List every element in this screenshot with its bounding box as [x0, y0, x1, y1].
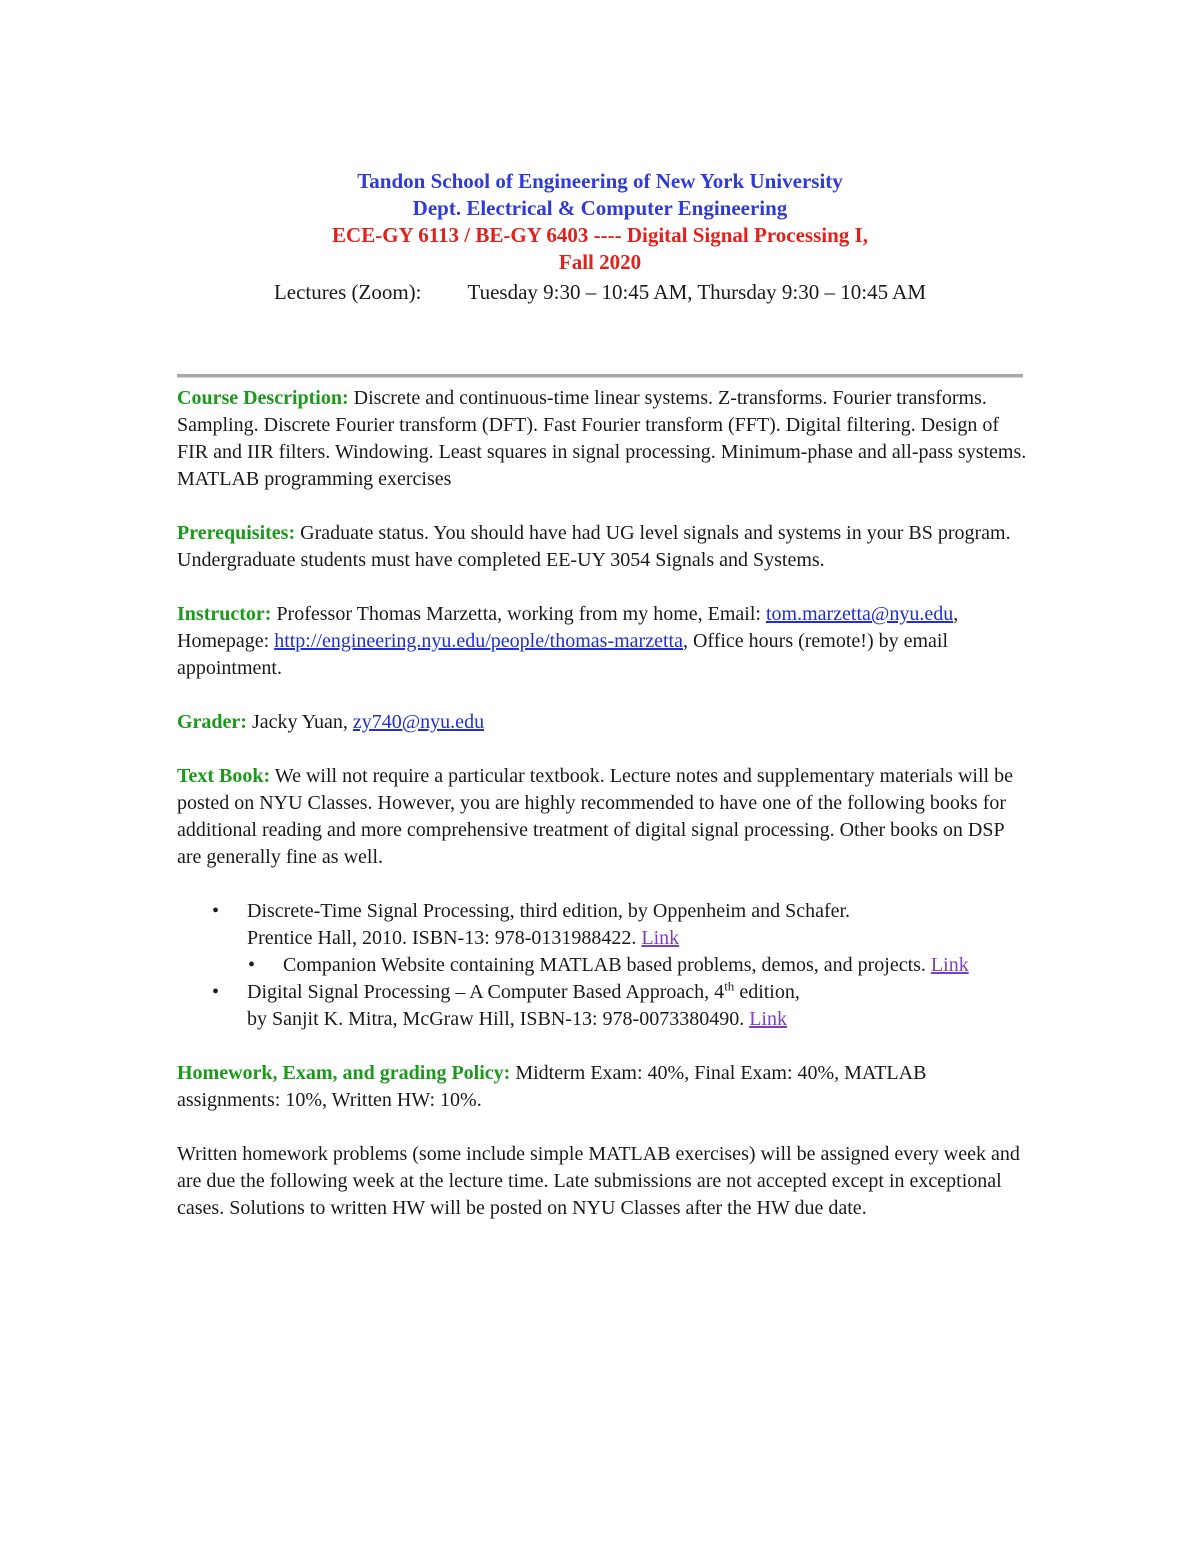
- book-1-link[interactable]: Link: [641, 927, 680, 949]
- grader-name: Jacky Yuan,: [246, 711, 353, 733]
- section-label-description: Course Description:: [177, 387, 349, 409]
- section-label-instructor: Instructor:: [177, 603, 272, 625]
- instructor-email-link[interactable]: tom.marzetta@nyu.edu: [765, 603, 954, 625]
- instructor-text: Professor Thomas Marzetta, working from my home, Email:: [271, 603, 766, 625]
- office-hours-text: , Office hours (remote!) by email appointment.: [177, 630, 949, 679]
- homepage-label: , Homepage:: [177, 603, 959, 652]
- policy-text: Midterm Exam: 40%, Final Exam: 40%, MATLAB assignments: 10%, Written HW: 10%.: [177, 1062, 927, 1111]
- lectures-times: Tuesday 9:30 – 10:45 AM, Thursday 9:30 – 10:45 AM: [467, 280, 927, 304]
- book-2-details: by Sanjit K. Mitra, McGraw Hill, ISBN-13: 978-0073380490.: [247, 1008, 750, 1030]
- section-label-prerequisites: Prerequisites:: [177, 522, 296, 544]
- homework-info: Written homework problems (some include simple MATLAB exercises) will be assigned every week and are due the following week at the lecture time. Late submissions are not accepted except in exceptional cases. Solutions to written HW will be posted on NYU Classes after the HW due date.: [177, 1143, 1020, 1219]
- section-label-policy: Homework, Exam, and grading Policy:: [177, 1062, 511, 1084]
- textbook-info: [177, 763, 1027, 871]
- book-list: [177, 898, 1027, 1033]
- course-title: ECE-GY 6113 / BE-GY 6403 ---- Digital Signal Processing I,: [332, 223, 868, 247]
- instructor-info: [177, 601, 1027, 682]
- department-name: Dept. Electrical & Computer Engineering: [412, 196, 788, 220]
- grader-info: [177, 709, 1027, 736]
- book-2-link[interactable]: Link: [749, 1008, 787, 1030]
- course-description: [177, 385, 1027, 493]
- course-term: Fall 2020: [558, 250, 642, 274]
- book-1-details: Prentice Hall, 2010. ISBN-13: 978-0131988422.: [247, 927, 642, 949]
- document-header: [0, 168, 1200, 307]
- section-label-textbook: Text Book:: [177, 765, 271, 787]
- lectures-label: Lectures (Zoom):: [273, 280, 422, 304]
- description-text: Discrete and continuous-time linear systems. Z-transforms. Fourier transforms. Sampling. Discrete Fourier transform (DFT). Fast Fourier transform (FFT). Digital filtering. Design of FIR and IIR filters. Windowing. Least squares in signal processing. Minimum-phase and all-pass systems. MATLAB programming exercises: [177, 387, 1027, 490]
- school-name: Tandon School of Engineering of New York University: [357, 169, 843, 193]
- book-2-title: Digital Signal Processing – A Computer Based Approach, 4: [247, 981, 725, 1003]
- prerequisites: [177, 520, 1027, 574]
- horizontal-divider: [177, 374, 1023, 378]
- lecture-schedule: [0, 277, 1200, 307]
- book-2-edition: edition,: [734, 981, 800, 1003]
- section-label-grader: Grader:: [177, 711, 247, 733]
- instructor-homepage-link[interactable]: http://engineering.nyu.edu/people/thomas-marzetta: [274, 630, 683, 652]
- grading-policy: [177, 1060, 1027, 1114]
- textbook-text: We will not require a particular textbook. Lecture notes and supplementary materials will be posted on NYU Classes. However, you are highly recommended to have one of the following books for additional reading and more comprehensive treatment of digital signal processing. Other books on DSP are generally fine as well.: [177, 765, 1013, 868]
- book-1-sublist: [247, 952, 1027, 979]
- list-item: [283, 952, 1027, 979]
- syllabus-body: [177, 385, 1027, 1249]
- companion-website-link[interactable]: Link: [930, 954, 969, 976]
- grader-email-link[interactable]: zy740@nyu.edu: [352, 711, 485, 733]
- companion-website-text: Companion Website containing MATLAB based problems, demos, and projects.: [283, 954, 931, 976]
- book-1-title: Discrete-Time Signal Processing, third edition, by Oppenheim and Schafer.: [247, 900, 851, 922]
- prerequisites-text: Graduate status. You should have had UG level signals and systems in your BS program. Undergraduate students must have completed EE-UY 3054 Signals and Systems.: [177, 522, 1011, 571]
- edition-superscript: th: [724, 978, 735, 994]
- list-item: [247, 898, 1027, 979]
- list-item: [247, 979, 1027, 1033]
